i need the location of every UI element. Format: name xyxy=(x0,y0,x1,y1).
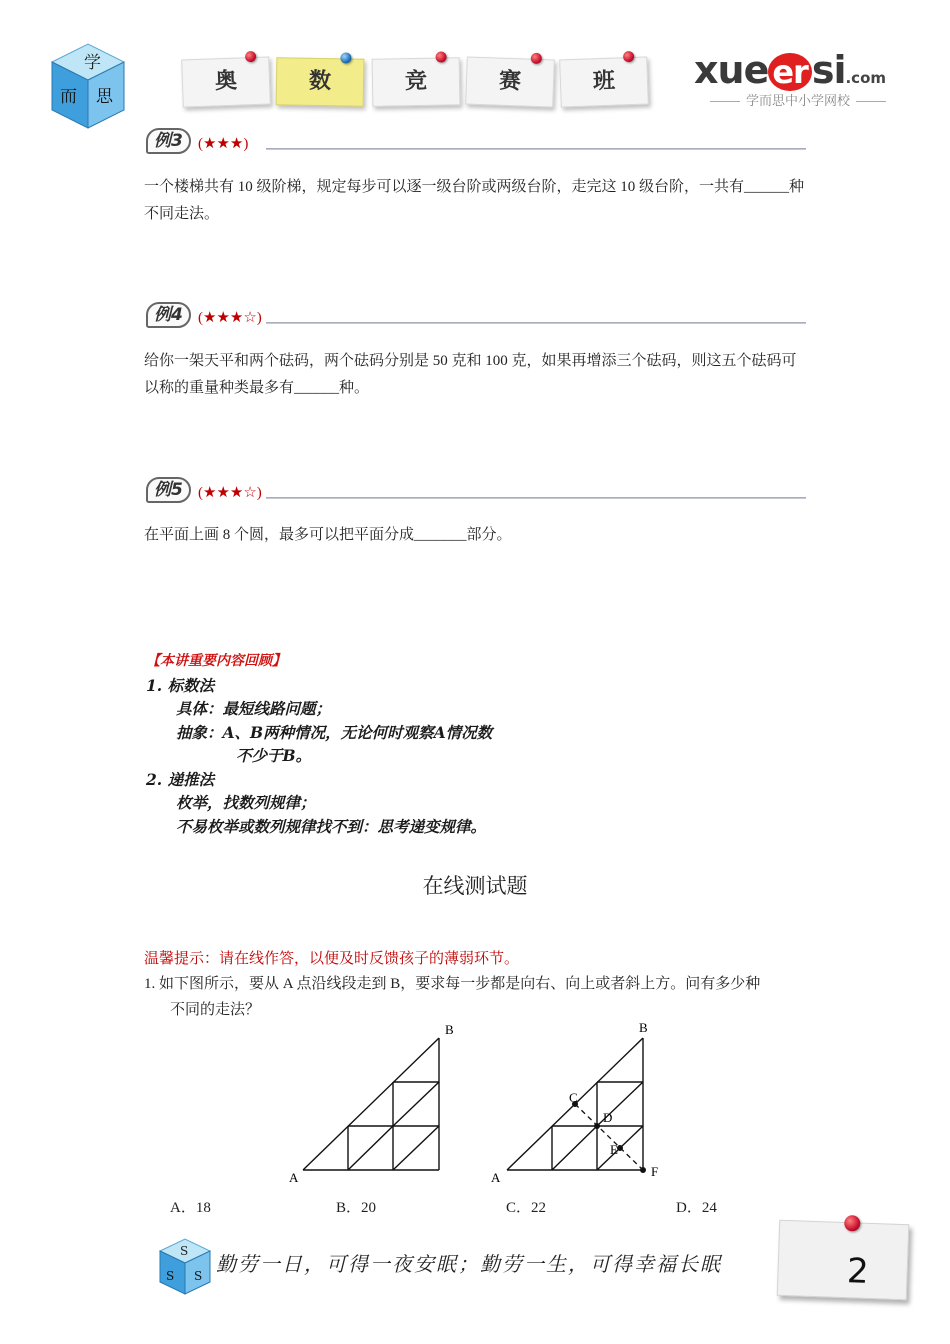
cube-char-1: 学 xyxy=(84,53,101,73)
footer-motto: 勤劳一日，可得一夜安眠；勤劳一生，可得幸福长眠 xyxy=(216,1252,722,1276)
example-4-stars: (★★★☆) xyxy=(198,310,262,326)
footer-cube-logo xyxy=(156,1236,214,1296)
choice-d[interactable]: D．24 xyxy=(676,1200,717,1216)
label-c: C xyxy=(569,1090,578,1105)
footer-cube-char-2: S xyxy=(166,1269,175,1283)
example-3-stars: (★★★) xyxy=(198,136,249,152)
question-1-line-2: 不同的走法？ xyxy=(170,1002,261,1018)
point-f xyxy=(640,1167,646,1173)
summary-item-2a: 枚举，找数列规律； xyxy=(176,793,316,812)
choice-a[interactable]: A．18 xyxy=(170,1200,211,1216)
xueersi-cube-logo xyxy=(44,40,130,130)
example-4-header xyxy=(146,302,806,332)
summary-item-2b: 不易枚举或数列规律找不到：思考递变规律。 xyxy=(176,816,487,836)
example-3-header xyxy=(146,128,806,158)
page-number: 2 xyxy=(846,1251,870,1292)
example-5-header xyxy=(146,477,806,507)
example-4-badge: 例4 xyxy=(146,302,191,328)
section-title: 在线测试题 xyxy=(422,874,528,898)
xueersi-logo: xue er si.com xyxy=(694,48,887,92)
header-note-1: 奥 xyxy=(181,56,271,107)
example-5-stars: (★★★☆) xyxy=(198,485,262,501)
example-4-text: 给你一架天平和两个砝码，两个砝码分别是 50 克和 100 克，如果再增添三个砝码，则这五个砝码可以称的重量种类最多有______种。 xyxy=(144,353,797,396)
lecture-summary xyxy=(146,650,586,838)
footer-cube-char-3: S xyxy=(194,1269,203,1283)
example-5-text: 在平面上画 8 个圆，最多可以把平面分成_______部分。 xyxy=(144,527,512,543)
page-number-note xyxy=(777,1220,910,1300)
example-divider xyxy=(266,497,806,499)
example-3-text: 一个楼梯共有 10 级阶梯，规定每步可以逐一级台阶或两级台阶，走完这 10 级台阶，一共有______种不同走法。 xyxy=(144,179,805,222)
header-note-5: 班 xyxy=(559,56,649,107)
summary-item-2: 2. 递推法 xyxy=(146,769,215,789)
choice-c[interactable]: C．22 xyxy=(506,1200,547,1216)
label-a-left: A xyxy=(289,1170,299,1185)
question-1-line-1: 1. 如下图所示，要从 A 点沿线段走到 B，要求每一步都是向右、向上或者斜上方。问有多少种 xyxy=(144,976,761,992)
question-1 xyxy=(144,971,808,1023)
summary-item-1b: 抽象：A、B两种情况，无论何时观察A情况数 xyxy=(176,722,493,742)
example-3-badge: 例3 xyxy=(146,128,191,154)
summary-item-1: 1. 标数法 xyxy=(146,675,215,695)
summary-item-1c: 不少于B。 xyxy=(236,746,312,765)
header-note-2: 数 xyxy=(276,57,365,107)
cube-char-3: 思 xyxy=(96,87,113,107)
header-note-3: 竞 xyxy=(372,57,461,107)
online-tip: 温馨提示：请在线作答，以便及时反馈孩子的薄弱环节。 xyxy=(144,951,520,967)
summary-title: 【本讲重要内容回顾】 xyxy=(146,653,286,669)
footer-cube-char-1: S xyxy=(180,1244,189,1258)
summary-item-1a: 具体：最短线路问题； xyxy=(176,699,332,718)
logo-tagline: 学而思中小学网校 xyxy=(680,90,916,109)
example-divider xyxy=(266,322,806,324)
header-note-4: 赛 xyxy=(465,56,555,107)
question-1-figures xyxy=(285,1018,665,1190)
label-e: E xyxy=(610,1142,618,1157)
label-d: D xyxy=(603,1110,613,1125)
label-a-right: A xyxy=(491,1170,501,1185)
example-5-badge: 例5 xyxy=(146,477,191,503)
triangle-figure-left xyxy=(303,1038,439,1170)
example-divider xyxy=(266,148,806,150)
label-b-left: B xyxy=(445,1022,454,1037)
cube-char-2: 而 xyxy=(60,87,77,107)
point-d xyxy=(594,1123,600,1129)
label-b-right: B xyxy=(639,1020,648,1035)
choice-b[interactable]: B．20 xyxy=(336,1200,377,1216)
label-f: F xyxy=(651,1164,659,1179)
